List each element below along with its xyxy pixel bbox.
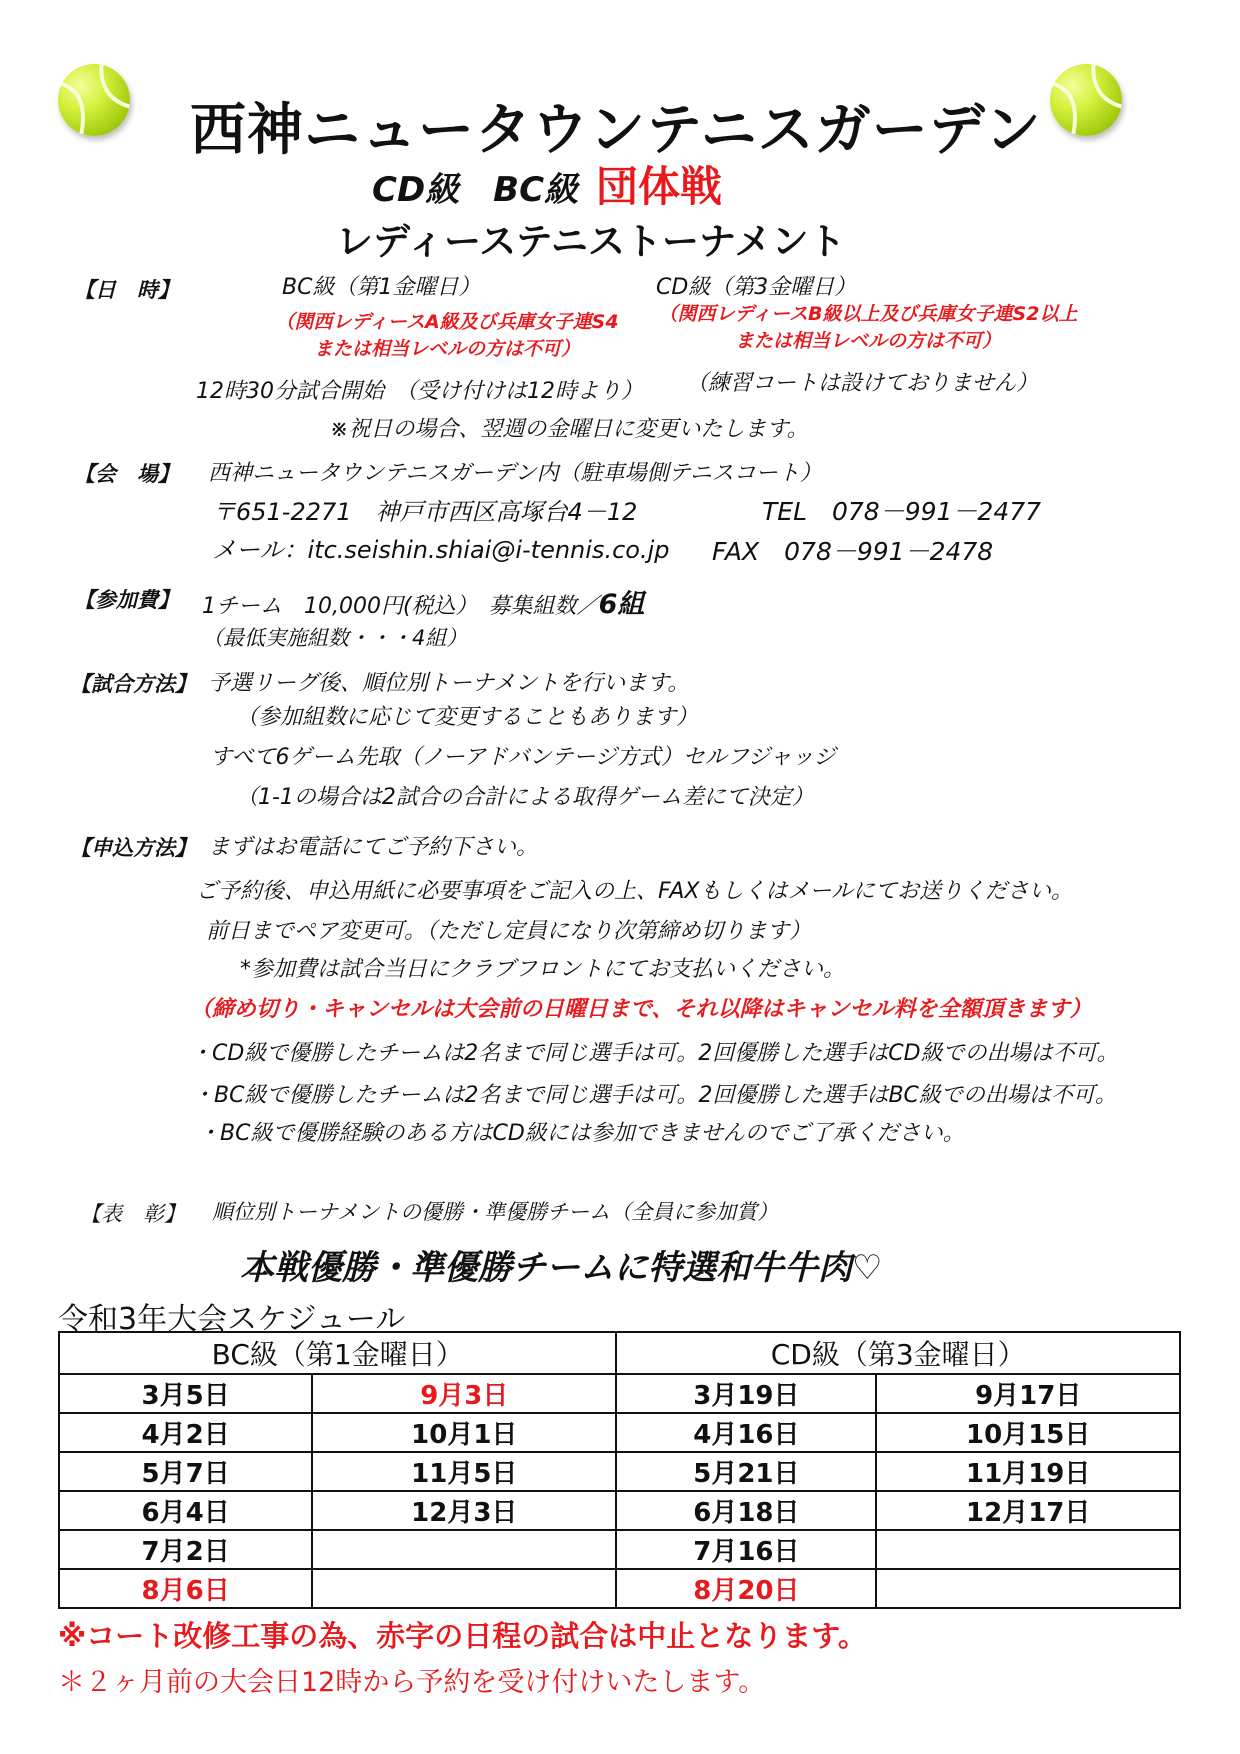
schedule-cell: 4月2日 (59, 1413, 312, 1452)
cd-note-line-1: （関西レディースB級以上及び兵庫女子連S2以上 (658, 303, 1078, 325)
method-line-4: （1-1の場合は2試合の合計による取得ゲーム差にて決定） (236, 785, 814, 810)
fee-minimum: （最低実施組数・・・4組） (202, 626, 468, 650)
table-row (59, 1374, 1180, 1413)
schedule-cell: 10月15日 (876, 1413, 1180, 1452)
schedule-title: 令和3年大会スケジュール (58, 1302, 406, 1337)
cancel-policy: （締め切り・キャンセルは大会前の日曜日まで、それ以降はキャンセル料を全額頂きます） (190, 997, 1092, 1022)
venue-name: 西神ニュータウンテニスガーデン内（駐車場側テニスコート） (208, 461, 822, 486)
cd-class-date: CD級（第3金曜日） (656, 275, 857, 300)
method-line-3: すべて6ゲーム先取（ノーアドバンテージ方式）セルフジャッジ (210, 745, 836, 770)
apply-line-4: *参加費は試合当日にクラブフロントにてお支払いください。 (240, 957, 846, 982)
date-time-label: 【日 時】 (74, 278, 179, 302)
table-row (59, 1413, 1180, 1452)
schedule-cell: 5月7日 (59, 1452, 312, 1491)
venue-label: 【会 場】 (74, 462, 179, 486)
schedule-cell: 4月16日 (616, 1413, 876, 1452)
schedule-cell: 5月21日 (616, 1452, 876, 1491)
method-line-2: （参加組数に応じて変更することもあります） (236, 705, 699, 730)
schedule-cell: 10月1日 (312, 1413, 616, 1452)
schedule-cell: 12月17日 (876, 1491, 1180, 1530)
fee-groups: 6組 (598, 589, 645, 620)
schedule-cell (312, 1530, 616, 1569)
holiday-note: ※祝日の場合、翌週の金曜日に変更いたします。 (330, 417, 809, 442)
method-line-1: 予選リーグ後、順位別トーナメントを行います。 (208, 671, 690, 696)
bc-note-line-1: （関西レディースA級及び兵庫女子連S4 (275, 311, 619, 333)
cd-restriction-note (648, 299, 1088, 353)
table-row (59, 1452, 1180, 1491)
schedule-cell: 11月5日 (312, 1452, 616, 1491)
cd-note-line-2: または相当レベルの方は不可） (734, 330, 1001, 352)
venue-address: 〒651-2271 神戸市西区高塚台4－12 (212, 498, 638, 526)
schedule-header-row (59, 1332, 1180, 1374)
table-row (59, 1491, 1180, 1530)
schedule-cell: 3月5日 (59, 1374, 312, 1413)
venue-fax: FAX 078－991－2478 (712, 537, 994, 566)
apply-label: 【申込方法】 (70, 836, 196, 860)
bc-note-line-2: または相当レベルの方は不可） (313, 338, 580, 360)
rule-bc-experience: ・BC級で優勝経験のある方はCD級には参加できませんのでご了承ください。 (198, 1121, 965, 1146)
schedule-cell: 9月17日 (876, 1374, 1180, 1413)
cancellation-note: ※コート改修工事の為、赤字の日程の試合は中止となります。 (58, 1619, 867, 1653)
schedule-cell (876, 1569, 1180, 1608)
team-event-label: 団体戦 (596, 162, 723, 211)
rule-bc: ・BC級で優勝したチームは2名まで同じ選手は可。2回優勝した選手はBC級での出場は不可。 (192, 1083, 1117, 1108)
method-label: 【試合方法】 (70, 672, 196, 696)
schedule-cell: 7月2日 (59, 1530, 312, 1569)
apply-line-1: まずはお電話にてご予約下さい。 (208, 835, 539, 860)
apply-line-2: ご予約後、申込用紙に必要事項をご記入の上、FAXもしくはメールにてお送りください。 (196, 879, 1074, 904)
schedule-cell: 8月6日 (59, 1569, 312, 1608)
schedule-cell: 12月3日 (312, 1491, 616, 1530)
venue-email: メール：itc.seishin.shiai@i-tennis.co.jp (212, 536, 670, 564)
schedule-cell (312, 1569, 616, 1608)
bc-restriction-note (272, 307, 622, 361)
booking-note: ＊２ヶ月前の大会日12時から予約を受け付けいたします。 (58, 1667, 766, 1698)
table-row (59, 1569, 1180, 1608)
practice-note: （練習コートは設けておりません） (686, 371, 1039, 396)
table-row (59, 1530, 1180, 1569)
award-text: 順位別トーナメントの優勝・準優勝チーム（全員に参加賞） (212, 1200, 779, 1224)
schedule-cell: 7月16日 (616, 1530, 876, 1569)
tennis-ball-icon-left (58, 64, 130, 136)
bc-header: BC級（第1金曜日） (59, 1332, 616, 1374)
schedule-cell: 3月19日 (616, 1374, 876, 1413)
tournament-subtitle: レディーステニストーナメント (336, 220, 846, 263)
fee-amount-text: 1チーム 10,000円(税込） 募集組数／ (202, 594, 599, 619)
schedule-cell: 8月20日 (616, 1569, 876, 1608)
schedule-table (58, 1331, 1181, 1609)
page-title: 西神ニュータウンテニスガーデン (190, 98, 1042, 163)
award-label: 【表 彰】 (80, 1202, 185, 1226)
rule-cd: ・CD級で優勝したチームは2名まで同じ選手は可。2回優勝した選手はCD級での出場は不可。 (190, 1041, 1119, 1066)
class-line (372, 154, 722, 214)
award-prize: 本戦優勝・準優勝チームに特選和牛牛肉♡ (240, 1248, 883, 1288)
fee-label: 【参加費】 (74, 588, 179, 612)
schedule-cell: 6月18日 (616, 1491, 876, 1530)
schedule-cell: 11月19日 (876, 1452, 1180, 1491)
venue-tel: TEL 078－991－2477 (762, 497, 1042, 526)
apply-line-3: 前日までペア変更可。（ただし定員になり次第締め切ります） (206, 919, 812, 944)
start-time: 12時30分試合開始 （受け付けは12時より） (196, 379, 643, 404)
schedule-cell (876, 1530, 1180, 1569)
bc-class-date: BC級（第1金曜日） (282, 275, 481, 300)
fee-amount (202, 582, 644, 621)
schedule-cell: 9月3日 (312, 1374, 616, 1413)
schedule-cell: 6月4日 (59, 1491, 312, 1530)
class-names: CD級 BC級 (372, 170, 579, 210)
tennis-ball-icon-right (1050, 64, 1122, 136)
cd-header: CD級（第3金曜日） (616, 1332, 1180, 1374)
